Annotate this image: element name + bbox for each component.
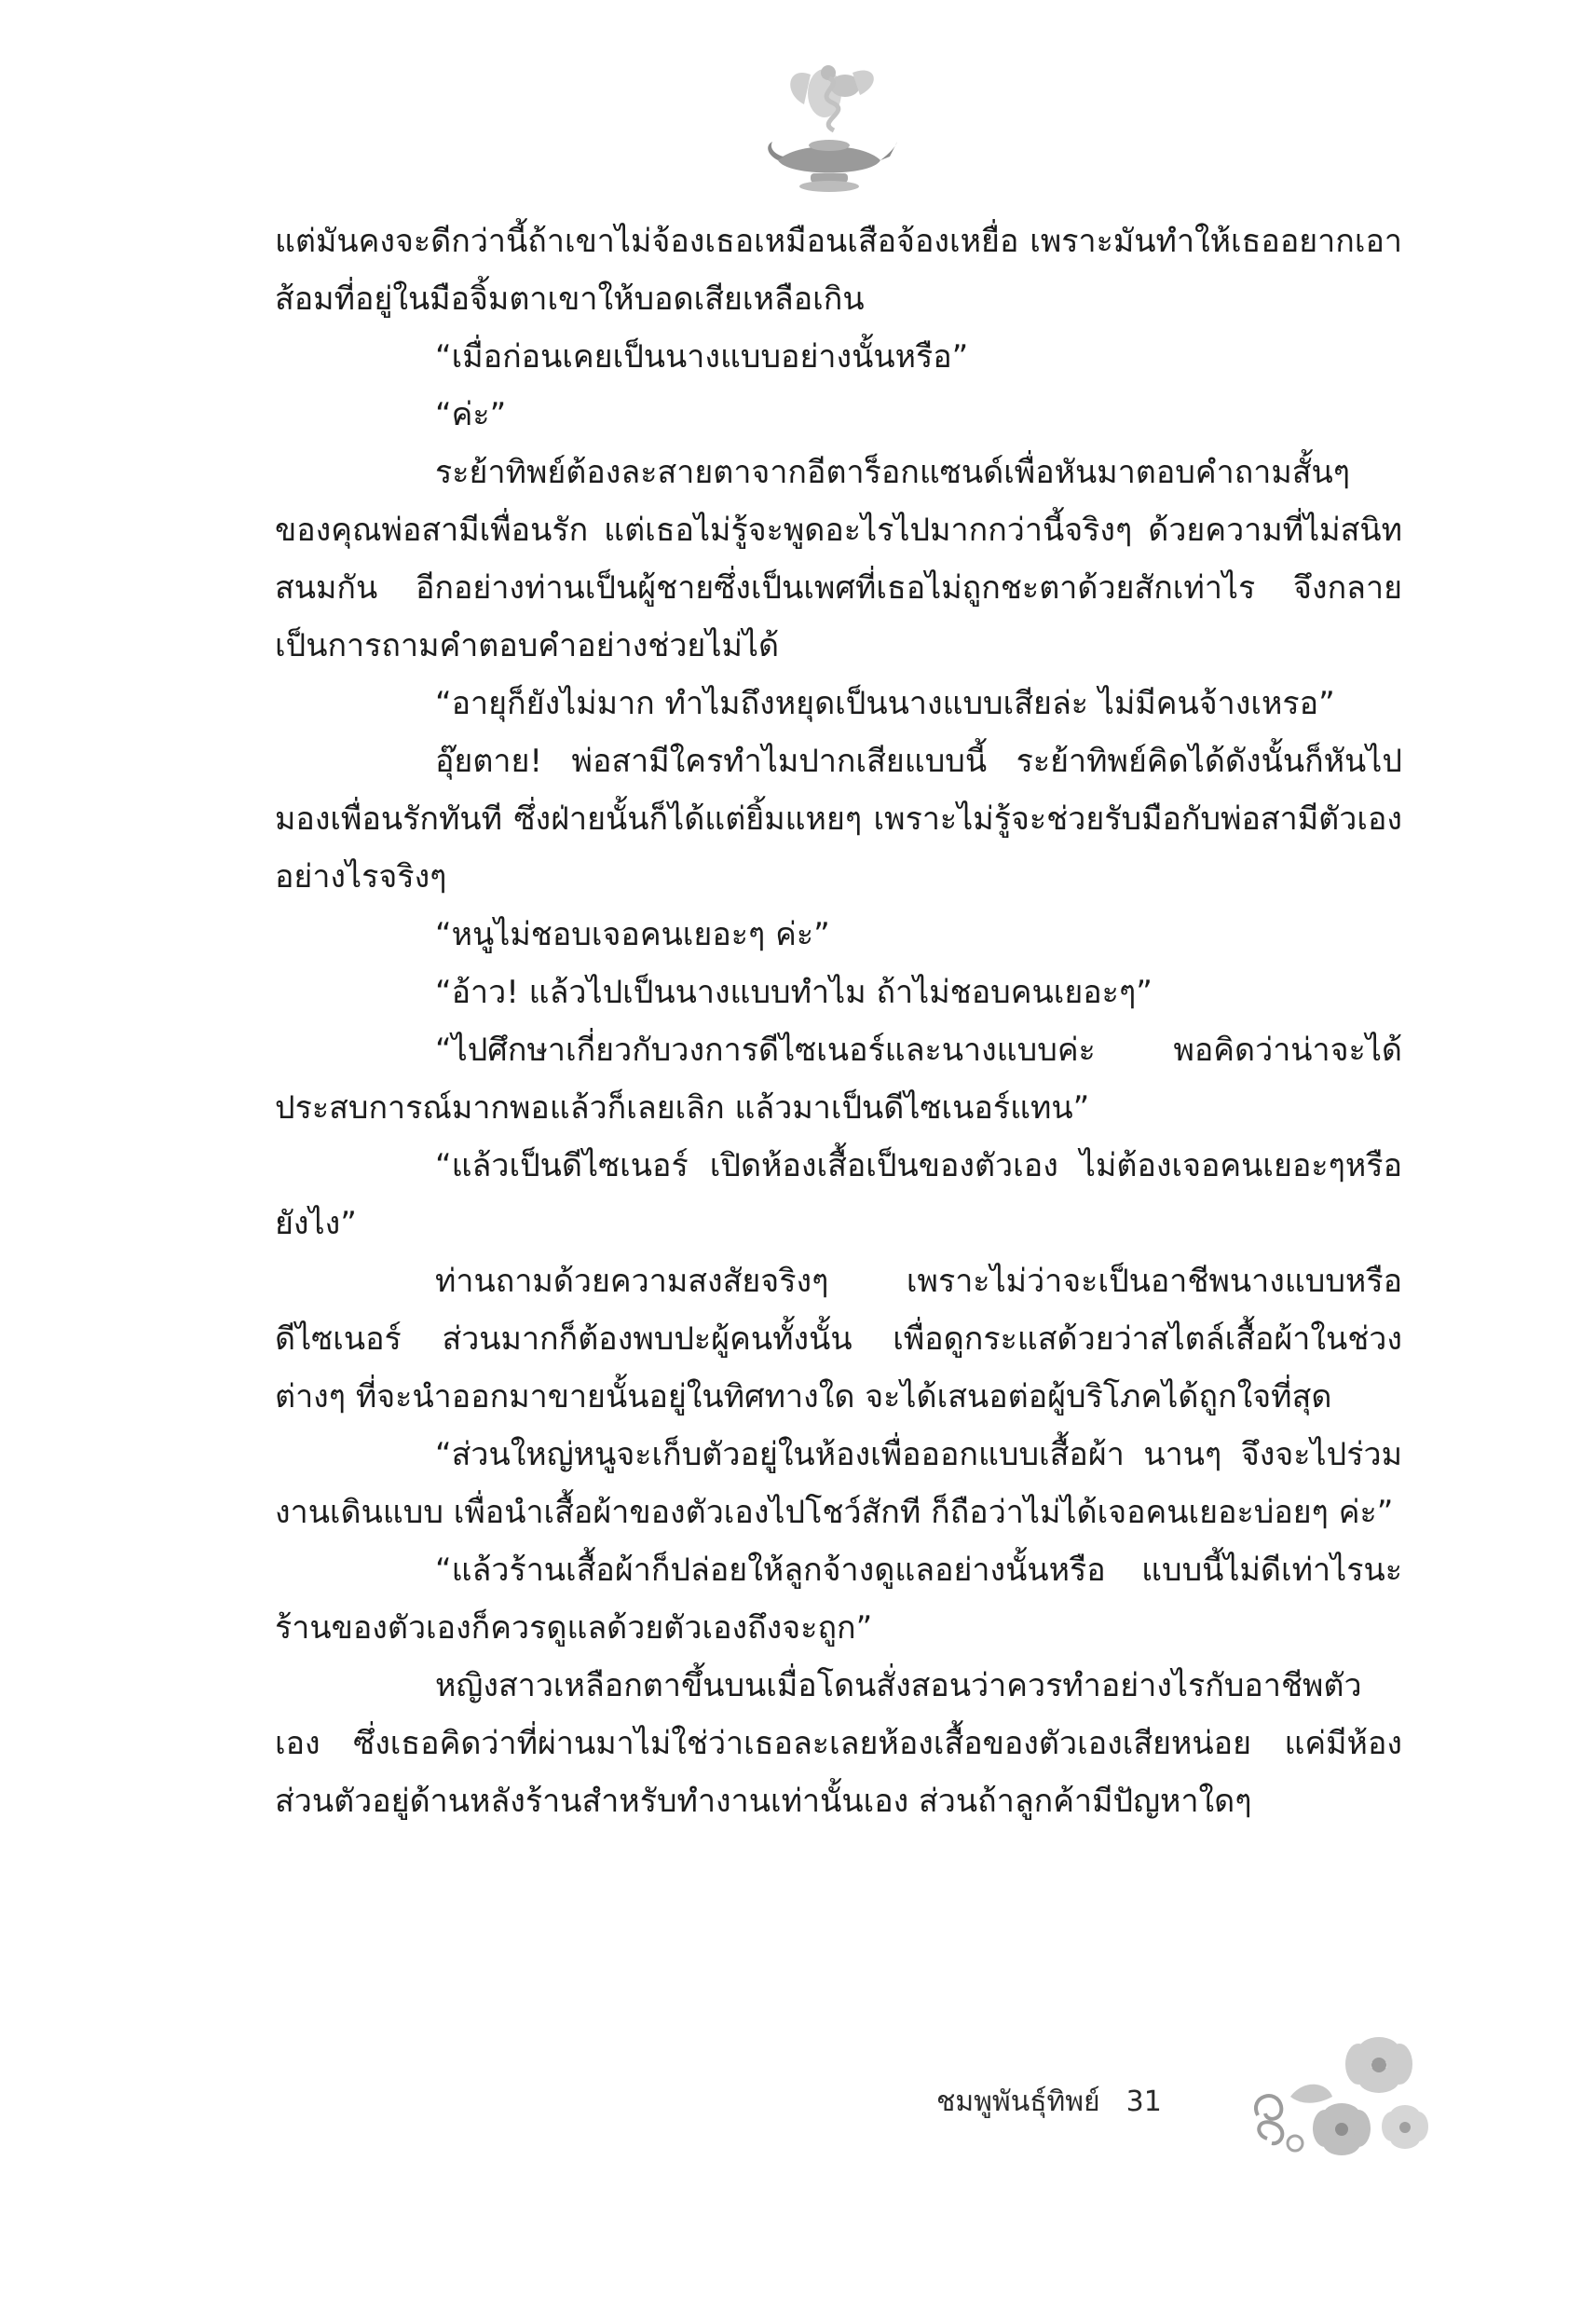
paragraph: “ไปศึกษาเกี่ยวกับวงการดีไซเนอร์และนางแบบค่ะ พอคิดว่าน่าจะได้ประสบการณ์มากพอแล้วก็เลยเลิก แล้วมาเป็นดีไซเนอร์แทน” xyxy=(275,1032,1402,1127)
paragraph: ท่านถามด้วยความสงสัยจริงๆ เพราะไม่ว่าจะเป็นอาชีพนางแบบหรือดีไซเนอร์ ส่วนมากก็ต้องพบปะผู้คนทั้งนั้น เพื่อดูกระแสด้วยว่าสไตล์เสื้อผ้าในช่วงต่างๆ ที่จะนำออกมาขายนั้นอยู่ในทิศทางใด จะได้เสนอต่อผู้บริโภคได้ถูกใจที่สุด xyxy=(275,1263,1402,1415)
paragraph: “อายุก็ยังไม่มาก ทำไมถึงหยุดเป็นนางแบบเสียล่ะ ไม่มีคนจ้างเหรอ” xyxy=(435,685,1335,722)
paragraph: ระย้าทิพย์ต้องละสายตาจากอีตาร็อกแซนด์เพื่อหันมาตอบคำถามสั้นๆ ของคุณพ่อสามีเพื่อนรัก แต่เธอไม่รู้จะพูดอะไรไปมากกว่านี้จริงๆ ด้วยความที่ไม่สนิทสนมกัน อีกอย่างท่านเป็นผู้ชายซึ่งเป็นเพศที่เธอไม่ถูกชะตาด้วยสักเท่าไร จึงกลายเป็นการถามคำตอบคำอย่างช่วยไม่ได้ xyxy=(275,454,1402,664)
paragraph: หญิงสาวเหลือกตาขึ้นบนเมื่อโดนสั่งสอนว่าควรทำอย่างไรกับอาชีพตัวเอง ซึ่งเธอคิดว่าที่ผ่านมาไม่ใช่ว่าเธอละเลยห้องเสื้อของตัวเองเสียหน่อย แค่มีห้องส่วนตัวอยู่ด้านหลังร้านสำหรับทำงานเท่านั้นเอง ส่วนถ้าลูกค้ามีปัญหาใดๆ xyxy=(275,1667,1402,1820)
paragraph: “ค่ะ” xyxy=(435,396,507,433)
paragraph: “แล้วร้านเสื้อผ้าก็ปล่อยให้ลูกจ้างดูแลอย่างนั้นหรือ แบบนี้ไม่ดีเท่าไรนะ ร้านของตัวเองก็ควรดูแลด้วยตัวเองถึงจะถูก” xyxy=(275,1552,1402,1647)
flower-ornament-icon xyxy=(1239,2003,1435,2171)
lamp-cupid-ornament-icon xyxy=(759,56,899,205)
page-number: 31 xyxy=(1125,2085,1162,2118)
paragraph: แต่มันคงจะดีกว่านี้ถ้าเขาไม่จ้องเธอเหมือนเสือจ้องเหยื่อ เพราะมันทำให้เธออยากเอาส้อมที่อยู่ในมือจิ้มตาเขาให้บอดเสียเหลือเกิน xyxy=(275,223,1402,318)
paragraph: “หนูไม่ชอบเจอคนเยอะๆ ค่ะ” xyxy=(435,916,830,953)
paragraph: อุ๊ยตาย! พ่อสามีใครทำไมปากเสียแบบนี้ ระย้าทิพย์คิดได้ดังนั้นก็หันไปมองเพื่อนรักทันที ซึ่งฝ่ายนั้นก็ได้แต่ยิ้มแหยๆ เพราะไม่รู้จะช่วยรับมือกับพ่อสามีตัวเองอย่างไรจริงๆ xyxy=(275,743,1402,896)
paragraph: “อ้าว! แล้วไปเป็นนางแบบทำไม ถ้าไม่ชอบคนเยอะๆ” xyxy=(435,974,1153,1011)
page-footer xyxy=(936,2080,1162,2124)
paragraph: “ส่วนใหญ่หนูจะเก็บตัวอยู่ในห้องเพื่อออกแบบเสื้อผ้า นานๆ จึงจะไปร่วมงานเดินแบบ เพื่อนำเสื้อผ้าของตัวเองไปโชว์สักที ก็ถือว่าไม่ได้เจอคนเยอะบ่อยๆ ค่ะ” xyxy=(275,1436,1402,1531)
body-text xyxy=(275,212,1402,1830)
book-title: ชมพูพันธุ์ทิพย์ xyxy=(936,2085,1100,2118)
paragraph: “แล้วเป็นดีไซเนอร์ เปิดห้องเสื้อเป็นของตัวเอง ไม่ต้องเจอคนเยอะๆหรือยังไง” xyxy=(275,1147,1402,1242)
paragraph: “เมื่อก่อนเคยเป็นนางแบบอย่างนั้นหรือ” xyxy=(435,338,969,376)
